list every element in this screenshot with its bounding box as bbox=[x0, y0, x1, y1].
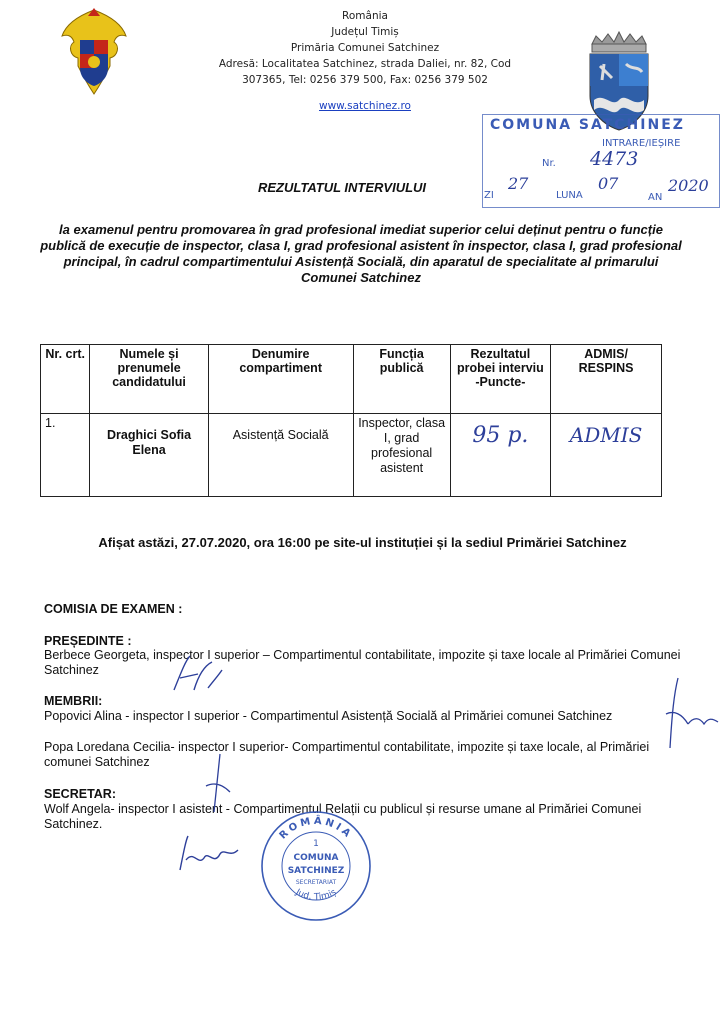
header-country: România bbox=[342, 10, 388, 22]
document-subtitle: la examenul pentru promovarea în grad profesional imediat superior celui deținut pentru o funcție publică de execuție de inspector, clasa I, grad profesional asistent în inspector, clasa I, grad profesional principal, în cadrul compartimentului Asistență Socială, din aparatul de specialitate al primarului Comunei Satchinez bbox=[40, 222, 682, 285]
cell-points: 95 p. bbox=[450, 414, 551, 497]
svg-text:Jud. Timiș bbox=[293, 887, 339, 902]
secretary-label: SECRETAR: bbox=[44, 787, 116, 801]
round-stamp-country: ROMÂNIA bbox=[277, 815, 355, 842]
registration-luna-label: LUNA bbox=[556, 190, 583, 201]
president-label: PREȘEDINTE : bbox=[44, 634, 132, 648]
header-department: Denumire compartiment bbox=[208, 345, 353, 414]
svg-text:ROMÂNIA bbox=[278, 814, 355, 842]
institution-header bbox=[200, 8, 530, 114]
registration-nr-label: Nr. bbox=[542, 158, 556, 169]
cell-result: ADMIS bbox=[551, 414, 662, 497]
round-stamp-line1: COMUNA bbox=[293, 853, 339, 863]
cell-nr: 1. bbox=[41, 414, 90, 497]
registration-an-value: 2020 bbox=[668, 176, 709, 195]
header-points: Rezultatul probei interviu -Puncte- bbox=[450, 345, 551, 414]
round-stamp bbox=[258, 808, 374, 924]
president-signature-icon bbox=[168, 650, 228, 700]
round-stamp-county: Jud. Timiș bbox=[293, 887, 339, 903]
secretary-signature-icon bbox=[176, 830, 246, 880]
romania-coat-of-arms-icon bbox=[58, 6, 130, 96]
cell-name: Draghici Sofia Elena bbox=[90, 414, 208, 497]
header-address-line2: 307365, Tel: 0256 379 500, Fax: 0256 379 502 bbox=[242, 74, 488, 86]
registration-an-label: AN bbox=[648, 192, 663, 203]
members-label: MEMBRII: bbox=[44, 694, 103, 708]
header-address-line1: Adresă: Localitatea Satchinez, strada Daliei, nr. 82, Cod bbox=[218, 58, 512, 70]
registration-zi-label: ZI bbox=[484, 190, 494, 201]
member2-signature-icon bbox=[200, 752, 240, 816]
header-institution: Primăria Comunei Satchinez bbox=[290, 42, 440, 54]
header-nr: Nr. crt. bbox=[41, 345, 90, 414]
website-link[interactable]: www.satchinez.ro bbox=[319, 100, 411, 112]
registration-stamp bbox=[482, 112, 720, 208]
round-stamp-line3: SECRETARIAT bbox=[295, 879, 337, 886]
secretary-text: Wolf Angela- inspector I asistent - Compartimentul Relații cu publicul și resurse umane al Primăriei Comunei Satchinez. bbox=[44, 802, 642, 831]
table-header-row bbox=[41, 345, 662, 414]
commission-heading: COMISIA DE EXAMEN : bbox=[44, 602, 183, 616]
member2-text: Popa Loredana Cecilia- inspector I superior- Compartimentul contabilitate, impozite și taxe locale, al Primăriei comunei Satchinez bbox=[44, 740, 650, 769]
table-row bbox=[41, 414, 662, 497]
member1-signature-icon bbox=[648, 674, 722, 754]
registration-nr-value: 4473 bbox=[590, 148, 639, 170]
posted-note: Afișat astăzi, 27.07.2020, ora 16:00 pe site-ul instituției și la sediul Primăriei Satchinez bbox=[98, 535, 627, 550]
president-text: Berbece Georgeta, inspector I superior – Compartimentul contabilitate, impozite și taxe locale al Primăriei Comunei Satchinez bbox=[44, 648, 681, 677]
document-title: REZULTATUL INTERVIULUI bbox=[258, 180, 427, 195]
header-function: Funcția publică bbox=[353, 345, 450, 414]
member1-text: Popovici Alina - inspector I superior - Compartimentul Asistență Socială al Primăriei comunei Satchinez bbox=[44, 709, 613, 723]
cell-function: Inspector, clasa I, grad profesional asistent bbox=[353, 414, 450, 497]
registration-luna-value: 07 bbox=[598, 174, 619, 193]
header-county: Județul Timiș bbox=[331, 26, 399, 38]
header-result: ADMIS/ RESPINS bbox=[551, 345, 662, 414]
header-name: Numele și prenumele candidatului bbox=[90, 345, 208, 414]
round-stamp-line2: SATCHINEZ bbox=[287, 866, 345, 876]
cell-department: Asistență Socială bbox=[208, 414, 353, 497]
registration-zi-value: 27 bbox=[508, 174, 529, 193]
registration-stamp-type: INTRARE/IEȘIRE bbox=[602, 138, 681, 149]
round-stamp-number: 1 bbox=[313, 839, 319, 849]
registration-stamp-title: COMUNA SATCHINEZ bbox=[490, 117, 685, 133]
results-table bbox=[40, 344, 662, 497]
